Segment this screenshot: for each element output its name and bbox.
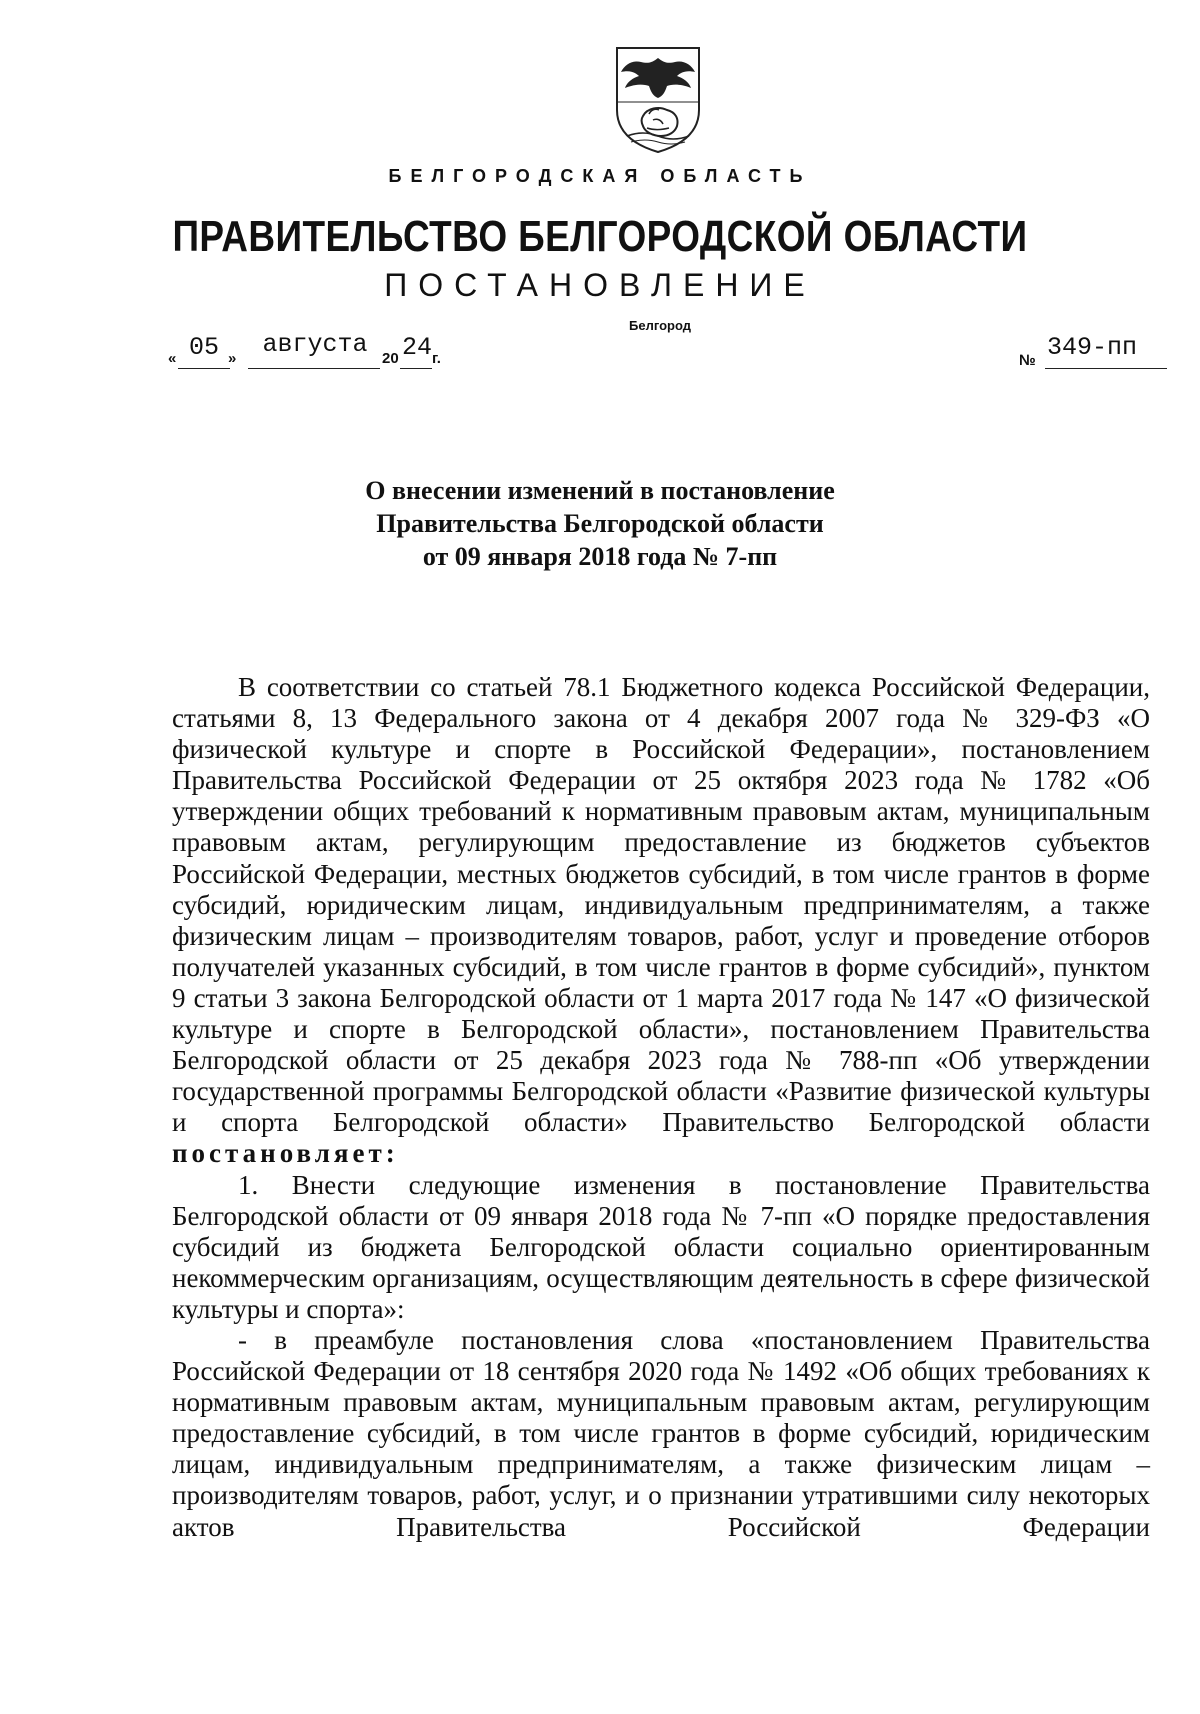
document-title xyxy=(0,474,1200,573)
date-month: августа xyxy=(262,330,368,359)
date-day-underline xyxy=(178,368,230,369)
document-body xyxy=(172,672,1150,1543)
city-label: Белгород xyxy=(629,318,691,333)
decree-number xyxy=(1019,332,1179,372)
date-year: 24 xyxy=(402,333,433,362)
resolves-word: постановляет: xyxy=(172,1138,399,1169)
item-1-paragraph: 1. Внести следующие изменения в постановление Правительства Белгородской области от 09 января 2018 года № 7-пп «О порядке предоставления субсидий из бюджета Белгородской области социально ориентированным некоммерческим организациям, осуществляющим деятельность в сфере физической культуры и спорта»: xyxy=(172,1169,1150,1324)
date-year-underline xyxy=(400,368,432,369)
number-underline xyxy=(1045,368,1167,369)
title-line: от 09 января 2018 года № 7-пп xyxy=(422,542,778,571)
date-quote-open: « xyxy=(168,350,177,367)
decree-date xyxy=(168,330,498,370)
number-sign: № xyxy=(1019,352,1036,369)
date-month-underline xyxy=(248,368,380,369)
coat-of-arms-icon xyxy=(613,44,703,156)
bullet-1-paragraph: - в преамбуле постановления слова «постановлением Правительства Российской Федерации от 18 сентября 2020 года № 1492 «Об общих требованиях к нормативным правовым актам, муниципальным правовым актам, регулирующим предоставление субсидий, в том числе грантов в форме субсидий, юридическим лицам, индивидуальным предпринимателям, а также физическим лицам – производителям товаров, работ, услуг, и о признании утратившими силу некоторых актов Правительства Российской Федерации xyxy=(172,1324,1150,1542)
title-line: О внесении изменений в постановление xyxy=(365,476,835,505)
number-value: 349-пп xyxy=(1047,333,1138,362)
region-heading: БЕЛГОРОДСКАЯ ОБЛАСТЬ xyxy=(388,166,812,186)
date-century: 20 xyxy=(382,350,399,367)
date-quote-close: » xyxy=(228,350,237,367)
date-day: 05 xyxy=(188,333,219,362)
title-line: Правительства Белгородской области xyxy=(376,509,824,538)
preamble-text: В соответствии со статьей 78.1 Бюджетного кодекса Российской Федерации, статьями 8, 13 Федерального закона от 4 декабря 2007 года № 329-ФЗ «О физической культуре и спорте в Российской Федерации», постановлением Правительства Российской Федерации от 25 октября 2023 года № 1782 «Об утверждении общих требований к нормативным правовым актам, муниципальным правовым актам, регулирующим предоставление из бюджетов субъектов Российской Федерации, местных бюджетов субсидий, в том числе грантов в форме субсидий, юридическим лицам, индивидуальным предпринимателям, а также физическим лицам – производителям товаров, работ, услуг и проведение отборов получателей указанных субсидий, в том числе грантов в форме субсидий», пунктом 9 статьи 3 закона Белгородской области от 1 марта 2017 года № 147 «О физической культуре и спорте в Белгородской области», постановлением Правительства Белгородской области от 25 декабря 2023 года № 788-пп «Об утверждении государственной программы Белгородской области «Развитие физической культуры и спорта Белгородской области» Правительство Белгородской области xyxy=(172,672,1150,1138)
decree-type-heading: ПОСТАНОВЛЕНИЕ xyxy=(384,267,816,303)
preamble-paragraph xyxy=(172,672,1150,1170)
government-heading: ПРАВИТЕЛЬСТВО БЕЛГОРОДСКОЙ ОБЛАСТИ xyxy=(172,212,1028,261)
date-year-suffix: г. xyxy=(432,350,441,367)
